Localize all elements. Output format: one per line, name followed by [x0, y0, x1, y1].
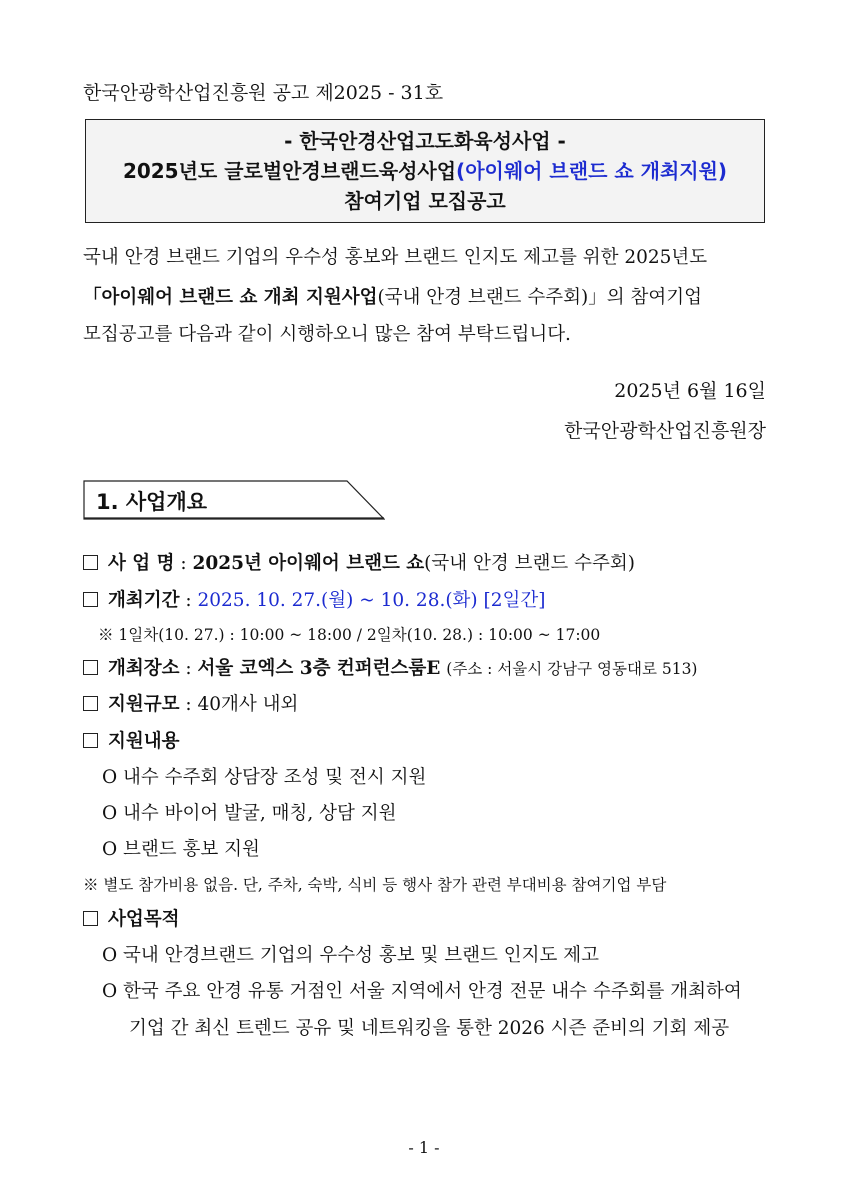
notice-date: 2025년 6월 16일 — [614, 380, 766, 402]
title-main: 2025년도 글로벌안경브랜드육성사업 — [122, 159, 457, 183]
venue-address: (주소 : 서울시 강남구 영동대로 513) — [446, 660, 698, 678]
purpose-item: O 한국 주요 안경 유통 거점인 서울 지역에서 안경 전문 내수 수주회를 개최하여 — [102, 981, 742, 1002]
purpose-label: 사업목적 — [108, 909, 180, 930]
checkbox-square-icon — [83, 733, 98, 748]
support-item: O 내수 바이어 발굴, 매칭, 상담 지원 — [102, 803, 397, 824]
business-name-label: 사 업 명 — [108, 553, 175, 574]
support-row — [83, 727, 179, 753]
intro-rest: (국내 안경 브랜드 수주회)」의 참여기업 — [377, 287, 702, 308]
checkbox-square-icon — [83, 911, 98, 926]
period-label: 개최기간 — [108, 590, 180, 611]
support-label: 지원내용 — [108, 731, 180, 752]
intro-line-2 — [83, 283, 702, 309]
venue-label: 개최장소 — [108, 658, 180, 679]
intro-line-3: 모집공고를 다음과 같이 시행하오니 많은 참여 부탁드립니다. — [83, 324, 571, 345]
issuer: 한국안광학산업진흥원장 — [564, 420, 766, 442]
intro-bold: 「아이웨어 브랜드 쇼 개최 지원사업 — [83, 287, 378, 308]
section-1-heading — [83, 480, 385, 520]
business-name-value: 2025년 아이웨어 브랜드 쇼 — [192, 553, 425, 574]
purpose-row — [83, 905, 179, 931]
period-value: 2025. 10. 27.(월) ~ 10. 28.(화) [2일간] — [197, 590, 546, 611]
venue-row: 개최장소 : 서울 코엑스 3층 컨퍼런스룸E (주소 : 서울시 강남구 영동대로 513) — [83, 654, 697, 680]
support-item: O 내수 수주회 상담장 조성 및 전시 지원 — [102, 767, 427, 788]
title-box — [85, 119, 765, 223]
title-line-3: 참여기업 모집공고 — [344, 189, 506, 213]
scale-row: 지원규모 : 40개사 내외 — [83, 690, 298, 716]
title-line-2 — [86, 156, 764, 186]
section-1-title: 1. 사업개요 — [96, 490, 208, 514]
checkbox-square-icon — [83, 592, 98, 607]
checkbox-square-icon — [83, 660, 98, 675]
checkbox-square-icon — [83, 555, 98, 570]
business-name-sub: (국내 안경 브랜드 수주회) — [424, 553, 635, 574]
support-item: O 브랜드 홍보 지원 — [102, 839, 260, 860]
notice-number: 한국안광학산업진흥원 공고 제2025 - 31호 — [83, 82, 444, 104]
business-name-row: 사 업 명 : 2025년 아이웨어 브랜드 쇼(국내 안경 브랜드 수주회) — [83, 549, 635, 575]
title-highlight: (아이웨어 브랜드 쇼 개최지원) — [456, 159, 728, 183]
period-row: 개최기간 : 2025. 10. 27.(월) ~ 10. 28.(화) [2일간] — [83, 586, 545, 612]
intro-line-1: 국내 안경 브랜드 기업의 우수성 홍보와 브랜드 인지도 제고를 위한 2025년도 — [83, 247, 708, 268]
title-line-1: - 한국안경산업고도화육성사업 - — [284, 129, 566, 153]
checkbox-square-icon — [83, 696, 98, 711]
page-number: - 1 - — [408, 1138, 440, 1157]
scale-label: 지원규모 — [108, 694, 180, 715]
scale-value: 40개사 내외 — [197, 694, 299, 715]
period-note: ※ 1일차(10. 27.) : 10:00 ~ 18:00 / 2일차(10. 28.) : 10:00 ~ 17:00 — [98, 626, 601, 644]
purpose-item: O 국내 안경브랜드 기업의 우수성 홍보 및 브랜드 인지도 제고 — [102, 945, 599, 966]
support-note: ※ 별도 참가비용 없음. 단, 주차, 숙박, 식비 등 행사 참가 관련 부대비용 참여기업 부담 — [83, 876, 667, 894]
purpose-continuation: 기업 간 최신 트렌드 공유 및 네트워킹을 통한 2026 시즌 준비의 기회 제공 — [129, 1018, 730, 1039]
venue-value: 서울 코엑스 3층 컨퍼런스룸E — [197, 658, 441, 679]
